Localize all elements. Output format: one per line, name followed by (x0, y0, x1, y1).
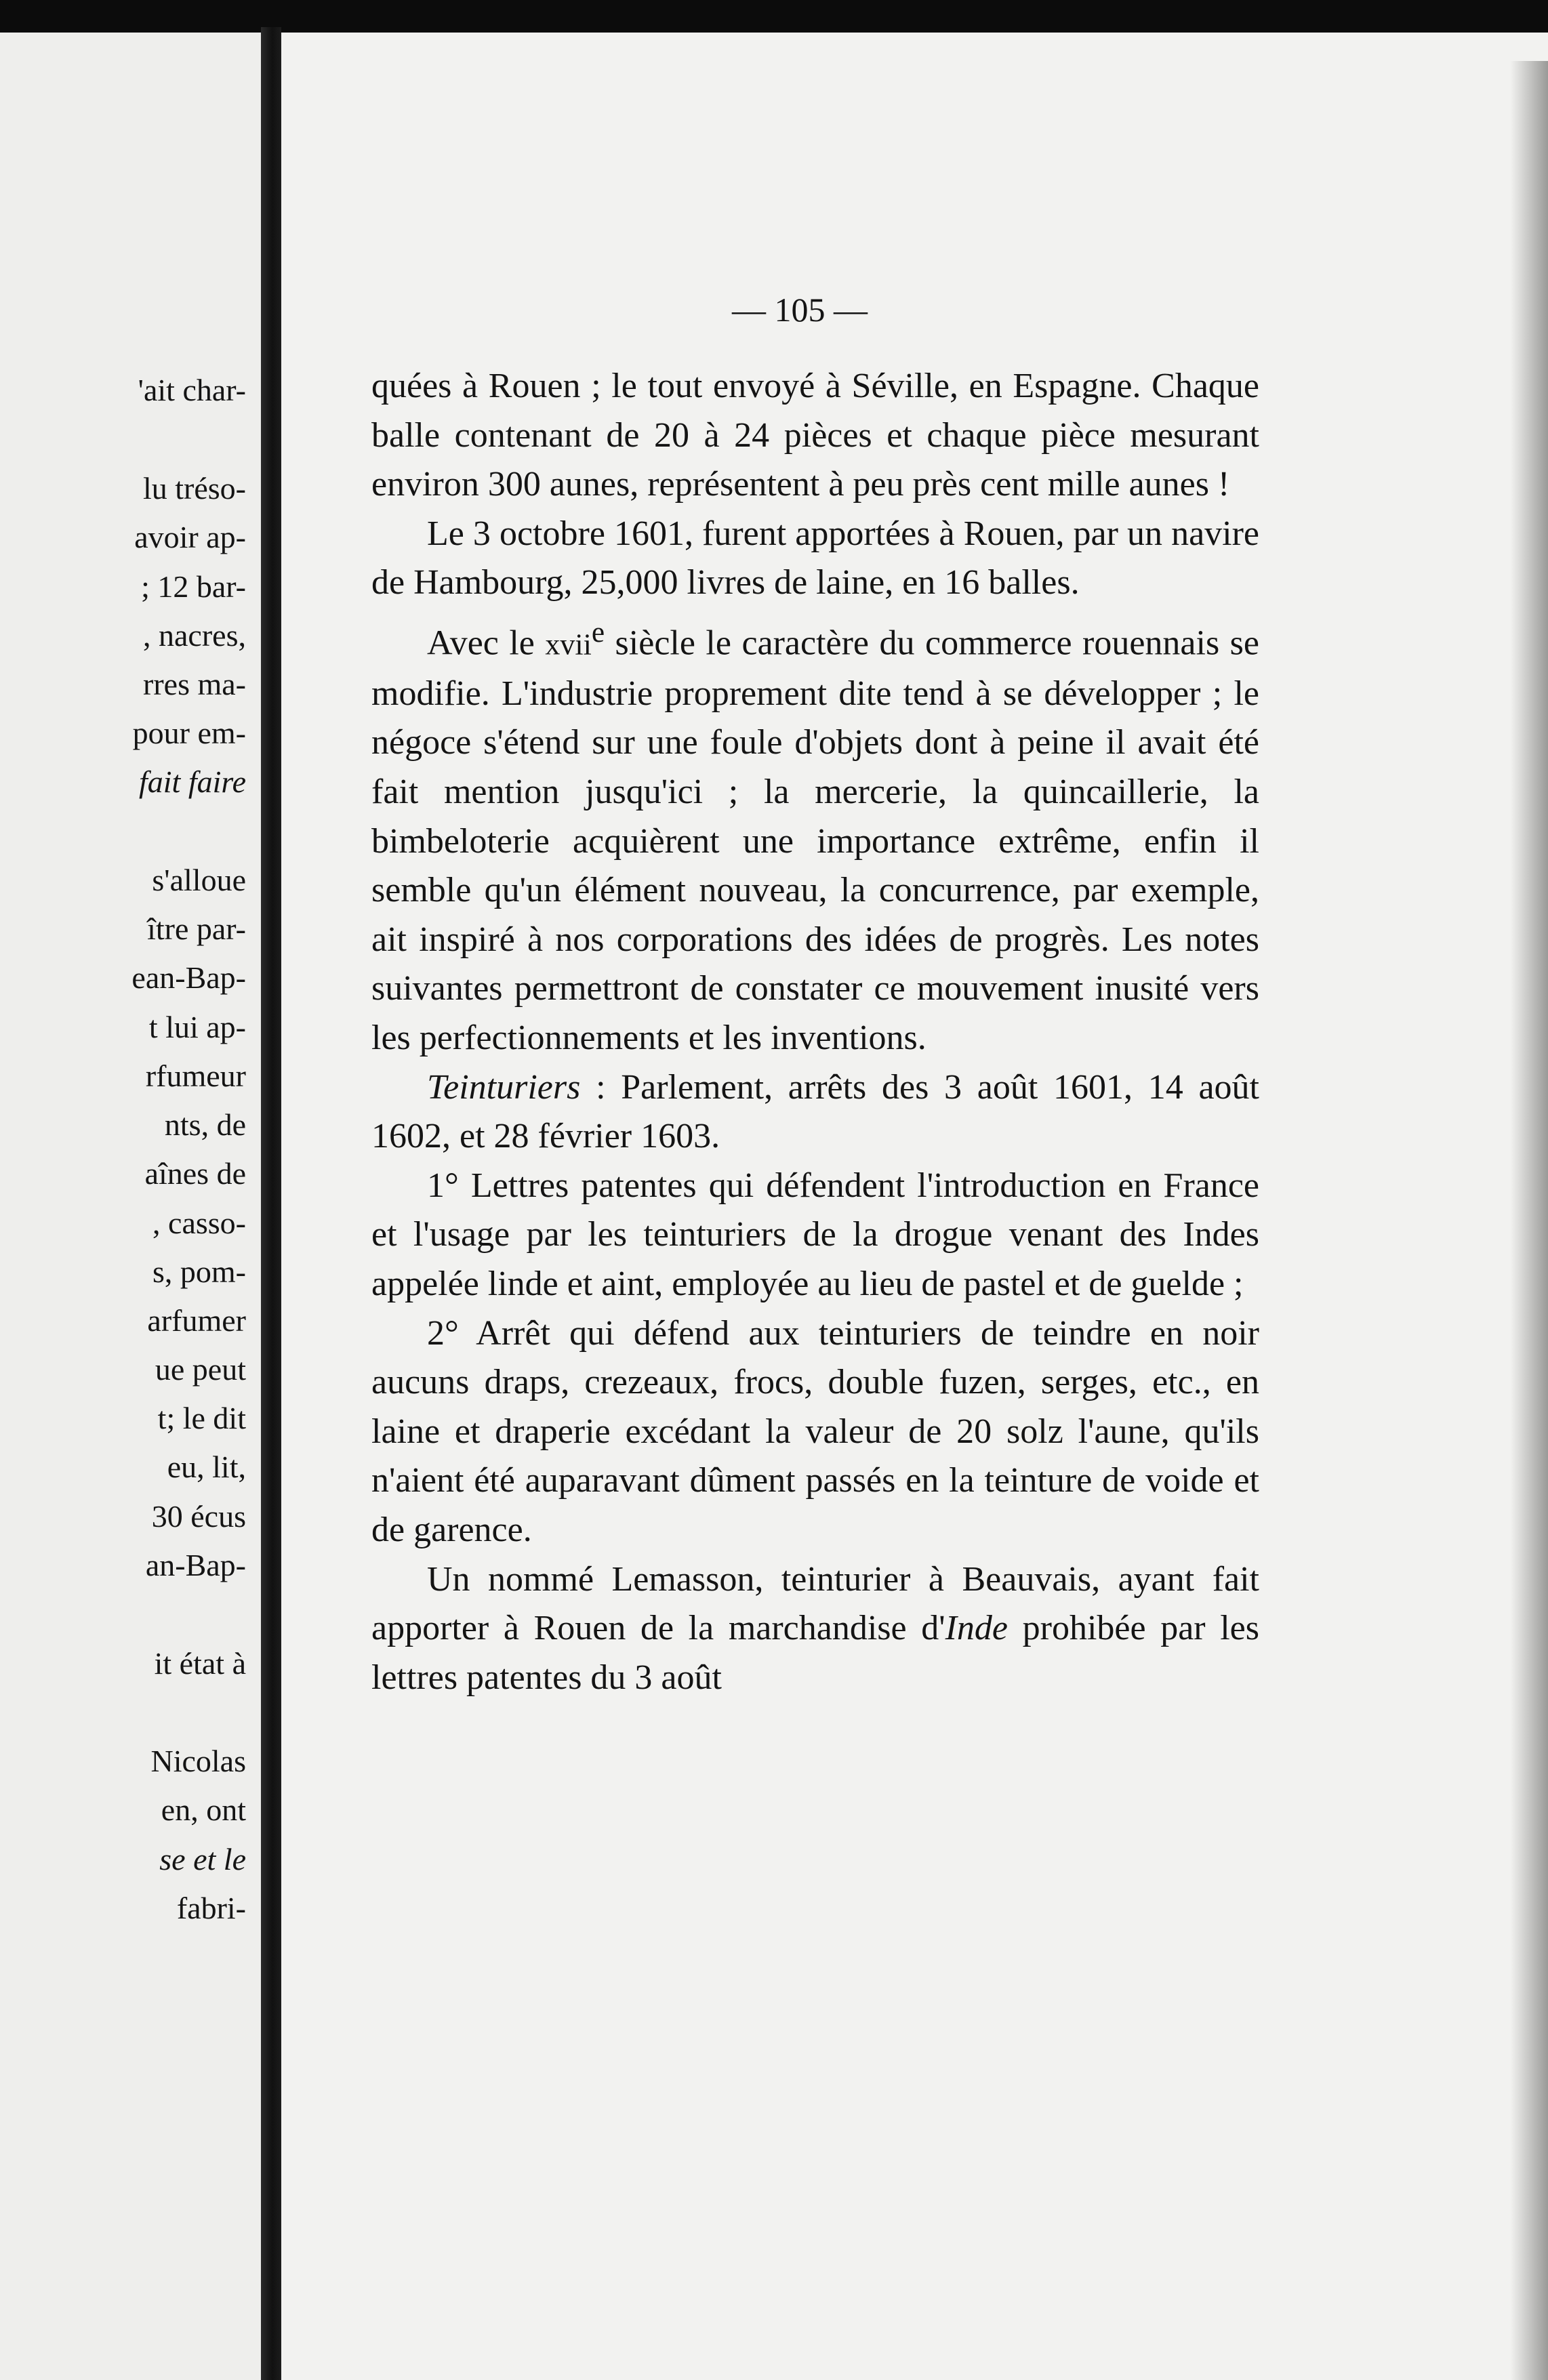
left-page-line: 30 écus (151, 1499, 246, 1534)
paragraph-text: Avec le (427, 623, 546, 663)
italic-term: Inde (945, 1609, 1009, 1648)
left-page-line: t lui ap- (148, 1010, 246, 1044)
left-page-line: ; 12 bar- (141, 569, 246, 604)
left-page-line: an-Bap- (145, 1548, 246, 1582)
left-page-line: , nacres, (143, 618, 246, 653)
paragraph (371, 1063, 1259, 1162)
left-page-line: s, pom- (152, 1254, 246, 1289)
left-page-line: ue peut (155, 1352, 246, 1387)
left-page-line: ître par- (147, 911, 246, 946)
left-page-line: lu tréso- (142, 471, 246, 506)
left-page-line: 'ait char- (138, 373, 246, 407)
page-number: — 105 — (732, 291, 868, 329)
paragraph (371, 608, 1259, 1063)
left-page-line: fabri- (176, 1891, 246, 1925)
left-page-line: en, ont (161, 1792, 246, 1827)
page-edge-shadow (1510, 61, 1548, 2380)
body-text (371, 362, 1259, 1702)
left-page-line: Nicolas (150, 1744, 246, 1778)
left-page-line: nts, de (164, 1107, 246, 1142)
left-page-line: se et le (159, 1842, 246, 1876)
left-page-line: avoir ap- (134, 520, 246, 554)
paragraph-text: prohibée par les lettres patentes du 3 août (371, 1609, 1259, 1697)
left-page-line: it état à (154, 1646, 246, 1681)
left-page-line: pour em- (132, 716, 246, 750)
left-page-line: eu, lit, (167, 1450, 246, 1484)
paragraph: quées à Rouen ; le tout envoyé à Séville, en Espagne. Chaque balle contenant de 20 à 24 pièces et chaque pièce mesurant environ 300 aunes, représentent à peu près cent mille aunes ! (371, 367, 1259, 504)
left-page-line: s'alloue (152, 863, 246, 897)
left-page-line: , casso- (152, 1206, 246, 1240)
paragraph-text: Un nommé Lemasson, teinturier à Beauvais, ayant fait apporter à Rouen de la marchandise d' (371, 1559, 1259, 1648)
book-gutter (261, 27, 281, 2380)
paragraph: 1° Lettres patentes qui défendent l'introduction en France et l'usage par les teinturiers de la drogue venant des Indes appelée linde et aint, employée au lieu de pastel et de guelde ; (371, 1166, 1259, 1304)
left-page-line: arfumer (147, 1303, 246, 1338)
left-page-line: ean-Bap- (131, 960, 246, 995)
paragraph-text: : Parlement, arrêts des 3 août 1601, 14 août 1602, et 28 février 1603. (371, 1067, 1259, 1156)
left-page-line: rfumeur (145, 1059, 246, 1093)
section-heading: Teinturiers (427, 1067, 581, 1107)
left-page-line: fait faire (138, 764, 246, 799)
left-page-fragment (0, 33, 261, 2380)
paragraph: Le 3 octobre 1601, furent apportées à Rouen, par un navire de Hambourg, 25,000 livres de laine, en 16 balles. (371, 514, 1259, 602)
paragraph-text: siècle le caractère du commerce rouennais se modifie. L'industrie proprement dite tend à se développer ; le négoce s'étend sur une foule d'objets dont à peine il avait été fait mention jusqu'ici ; la mercerie, la quincaillerie, la bimbeloterie acquièrent une importance extrême, enfin il semble qu'un élément nouveau, la concurrence, par exemple, ait inspiré à nos corporations des idées de progrès. Les notes suivantes permettront de constater ce mouvement inusité vers les perfectionnements et les inventions. (371, 623, 1259, 1058)
left-page-line: rres ma- (143, 667, 246, 701)
paragraph: 2° Arrêt qui défend aux teinturiers de teindre en noir aucuns draps, crezeaux, frocs, double fuzen, serges, etc., en laine et draperie excédant la valeur de 20 solz l'aune, qu'ils n'aient été auparavant dûment passés en la teinture de voide et de garence. (371, 1313, 1259, 1549)
century-numeral: xvii (545, 628, 592, 661)
paragraph (371, 1555, 1259, 1703)
left-page-line: aînes de (144, 1156, 246, 1191)
left-page-line: t; le dit (157, 1401, 246, 1435)
century-superscript: e (591, 615, 605, 649)
